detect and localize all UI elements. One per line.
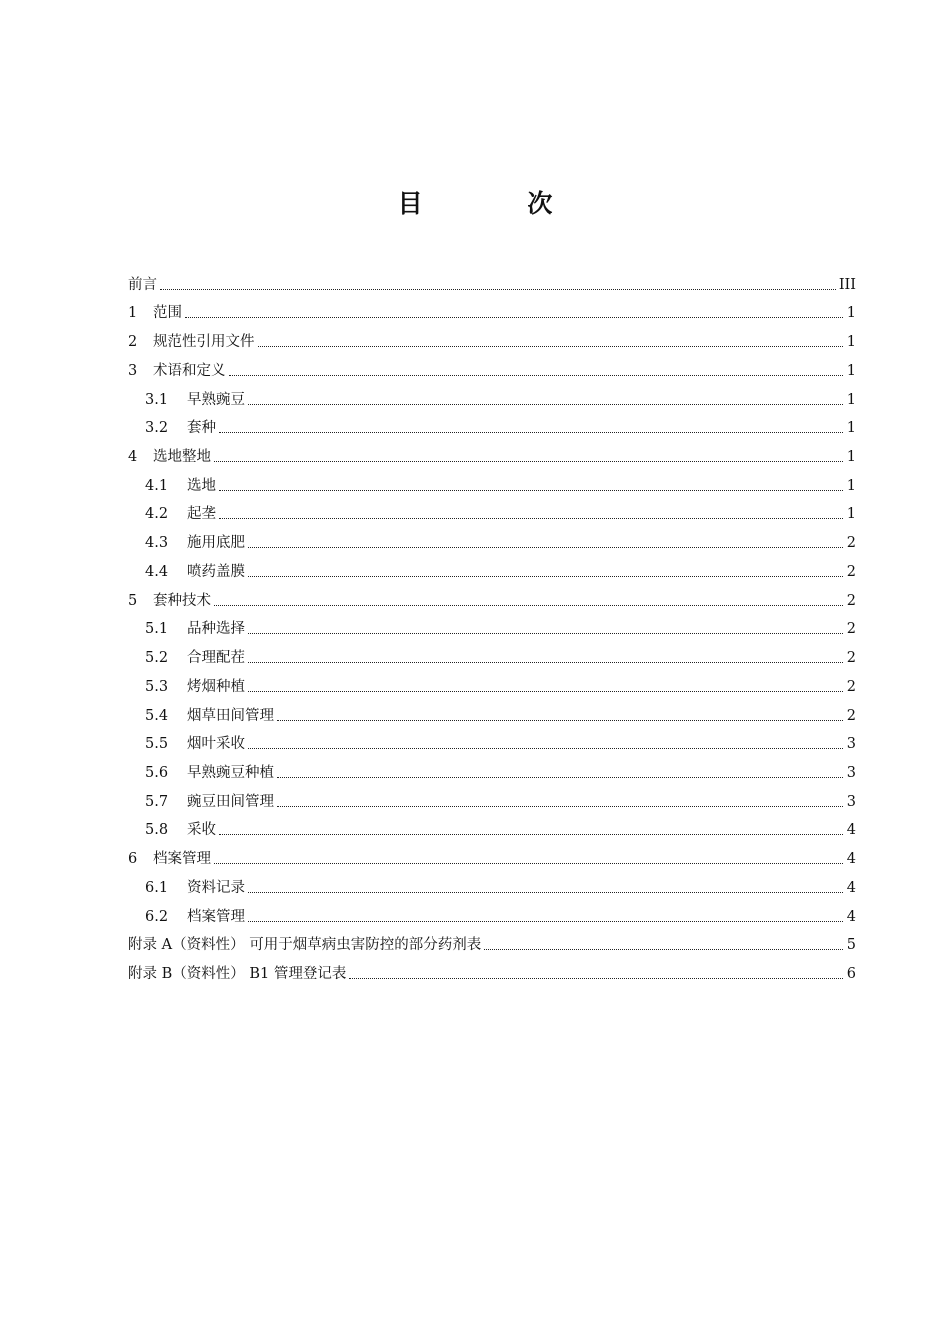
toc-entry-label: 套种技术 <box>153 592 211 609</box>
toc-entry[interactable] <box>128 524 856 553</box>
toc-entry[interactable] <box>128 898 856 927</box>
toc-entry-label: 烟叶采收 <box>187 736 245 753</box>
toc-entry-page-number: 2 <box>846 592 856 609</box>
toc-entry[interactable] <box>128 639 856 668</box>
dot-leader <box>214 460 843 462</box>
toc-entry-page-number: 1 <box>846 420 856 437</box>
toc-entry-page-number: 1 <box>846 334 856 351</box>
toc-entry-page-number: III <box>838 276 856 293</box>
toc-entry-page-number: 6 <box>846 965 856 982</box>
toc-entry-page-number: 1 <box>846 305 856 322</box>
toc-entry[interactable] <box>128 869 856 898</box>
dot-leader <box>484 948 843 950</box>
dot-leader <box>214 862 843 864</box>
toc-entry-label: 选地整地 <box>153 449 211 466</box>
toc-entry-label: 早熟豌豆种植 <box>187 764 274 781</box>
toc-entry-page-number: 1 <box>846 391 856 408</box>
toc-entry-label: 附录 A（资料性） 可用于烟草病虫害防控的部分药剂表 <box>128 937 482 954</box>
toc-entry-number: 1 <box>128 305 138 322</box>
toc-entry-page-number: 5 <box>846 937 856 954</box>
toc-entry[interactable] <box>128 553 856 582</box>
toc-entry-number: 3 <box>128 362 138 379</box>
dot-leader <box>248 403 843 405</box>
dot-leader <box>248 747 843 749</box>
toc-entry-page-number: 2 <box>846 535 856 552</box>
toc-entry-number: 5 <box>128 592 138 609</box>
toc-entry-number: 5.7 <box>145 793 169 810</box>
table-of-contents <box>128 266 856 984</box>
dot-leader <box>248 632 843 634</box>
toc-entry-label: 术语和定义 <box>153 362 226 379</box>
dot-leader <box>349 977 843 979</box>
toc-entry-number: 4.1 <box>145 477 169 494</box>
toc-entry-label: 前言 <box>128 276 157 293</box>
toc-entry-number: 5.4 <box>145 707 169 724</box>
toc-entry-label: 档案管理 <box>187 908 245 925</box>
toc-entry-page-number: 1 <box>846 506 856 523</box>
toc-entry[interactable] <box>128 582 856 611</box>
toc-entry-page-number: 3 <box>846 793 856 810</box>
toc-entry[interactable] <box>128 266 856 295</box>
toc-entry[interactable] <box>128 668 856 697</box>
dot-leader <box>229 374 844 376</box>
toc-entry-page-number: 2 <box>846 621 856 638</box>
toc-entry[interactable] <box>128 467 856 496</box>
toc-entry-label: 品种选择 <box>187 621 245 638</box>
toc-entry-number: 6.1 <box>145 879 169 896</box>
toc-entry-label: 范围 <box>153 305 182 322</box>
toc-entry-number: 4.3 <box>145 535 169 552</box>
page-title: 目 次 <box>397 189 601 218</box>
toc-entry-number: 6.2 <box>145 908 169 925</box>
toc-entry-label: 规范性引用文件 <box>153 334 255 351</box>
dot-leader <box>248 661 843 663</box>
toc-entry[interactable] <box>128 323 856 352</box>
toc-entry-label: 资料记录 <box>187 879 245 896</box>
toc-entry-label: 早熟豌豆 <box>187 391 245 408</box>
toc-entry-number: 6 <box>128 851 138 868</box>
toc-entry[interactable] <box>128 955 856 984</box>
dot-leader <box>219 489 843 491</box>
toc-entry-page-number: 4 <box>846 908 856 925</box>
toc-entry-label: 喷药盖膜 <box>187 563 245 580</box>
dot-leader <box>248 575 843 577</box>
toc-entry-page-number: 2 <box>846 707 856 724</box>
toc-entry-label: 烤烟种植 <box>187 678 245 695</box>
toc-entry-page-number: 2 <box>846 563 856 580</box>
dot-leader <box>160 288 836 290</box>
toc-entry-label: 套种 <box>187 420 216 437</box>
toc-entry-number: 4.4 <box>145 563 169 580</box>
toc-entry-number: 5.6 <box>145 764 169 781</box>
dot-leader <box>219 431 843 433</box>
toc-entry-number: 3.2 <box>145 420 169 437</box>
toc-entry-number: 5.5 <box>145 736 169 753</box>
toc-entry[interactable] <box>128 496 856 525</box>
toc-entry[interactable] <box>128 812 856 841</box>
toc-entry-label: 起垄 <box>187 506 216 523</box>
dot-leader <box>277 776 843 778</box>
toc-entry-page-number: 3 <box>846 764 856 781</box>
toc-entry[interactable] <box>128 611 856 640</box>
dot-leader <box>277 805 843 807</box>
dot-leader <box>185 316 843 318</box>
dot-leader <box>219 517 843 519</box>
dot-leader <box>219 833 843 835</box>
dot-leader <box>248 546 843 548</box>
toc-entry-page-number: 4 <box>846 851 856 868</box>
toc-entry-label: 合理配茬 <box>187 650 245 667</box>
toc-entry-page-number: 1 <box>846 477 856 494</box>
toc-entry-label: 采收 <box>187 822 216 839</box>
dot-leader <box>214 604 843 606</box>
toc-entry[interactable] <box>128 783 856 812</box>
toc-entry[interactable] <box>128 295 856 324</box>
dot-leader <box>248 891 843 893</box>
toc-entry[interactable] <box>128 381 856 410</box>
toc-entry-label: 施用底肥 <box>187 535 245 552</box>
toc-entry-number: 5.1 <box>145 621 169 638</box>
toc-entry-label: 烟草田间管理 <box>187 707 274 724</box>
toc-entry-label: 附录 B（资料性） B1 管理登记表 <box>128 965 347 982</box>
toc-entry-number: 4.2 <box>145 506 169 523</box>
toc-entry[interactable] <box>128 726 856 755</box>
toc-entry-label: 豌豆田间管理 <box>187 793 274 810</box>
dot-leader <box>248 920 843 922</box>
toc-entry-number: 4 <box>128 449 138 466</box>
toc-entry-number: 3.1 <box>145 391 169 408</box>
toc-entry[interactable] <box>128 754 856 783</box>
toc-entry[interactable] <box>128 438 856 467</box>
dot-leader <box>258 345 844 347</box>
toc-entry-label: 档案管理 <box>153 851 211 868</box>
toc-entry-number: 5.2 <box>145 650 169 667</box>
toc-entry-page-number: 4 <box>846 879 856 896</box>
toc-entry-page-number: 1 <box>846 449 856 466</box>
toc-entry-page-number: 2 <box>846 650 856 667</box>
toc-entry-label: 选地 <box>187 477 216 494</box>
toc-entry-page-number: 4 <box>846 822 856 839</box>
dot-leader <box>248 690 843 692</box>
toc-entry-number: 2 <box>128 334 138 351</box>
toc-entry[interactable] <box>128 697 856 726</box>
toc-entry[interactable] <box>128 840 856 869</box>
toc-entry[interactable] <box>128 927 856 956</box>
toc-entry-page-number: 2 <box>846 678 856 695</box>
dot-leader <box>277 719 843 721</box>
toc-entry[interactable] <box>128 410 856 439</box>
toc-entry-page-number: 3 <box>846 736 856 753</box>
toc-entry-page-number: 1 <box>846 362 856 379</box>
toc-entry-number: 5.3 <box>145 678 169 695</box>
toc-entry-number: 5.8 <box>145 822 169 839</box>
toc-entry[interactable] <box>128 352 856 381</box>
